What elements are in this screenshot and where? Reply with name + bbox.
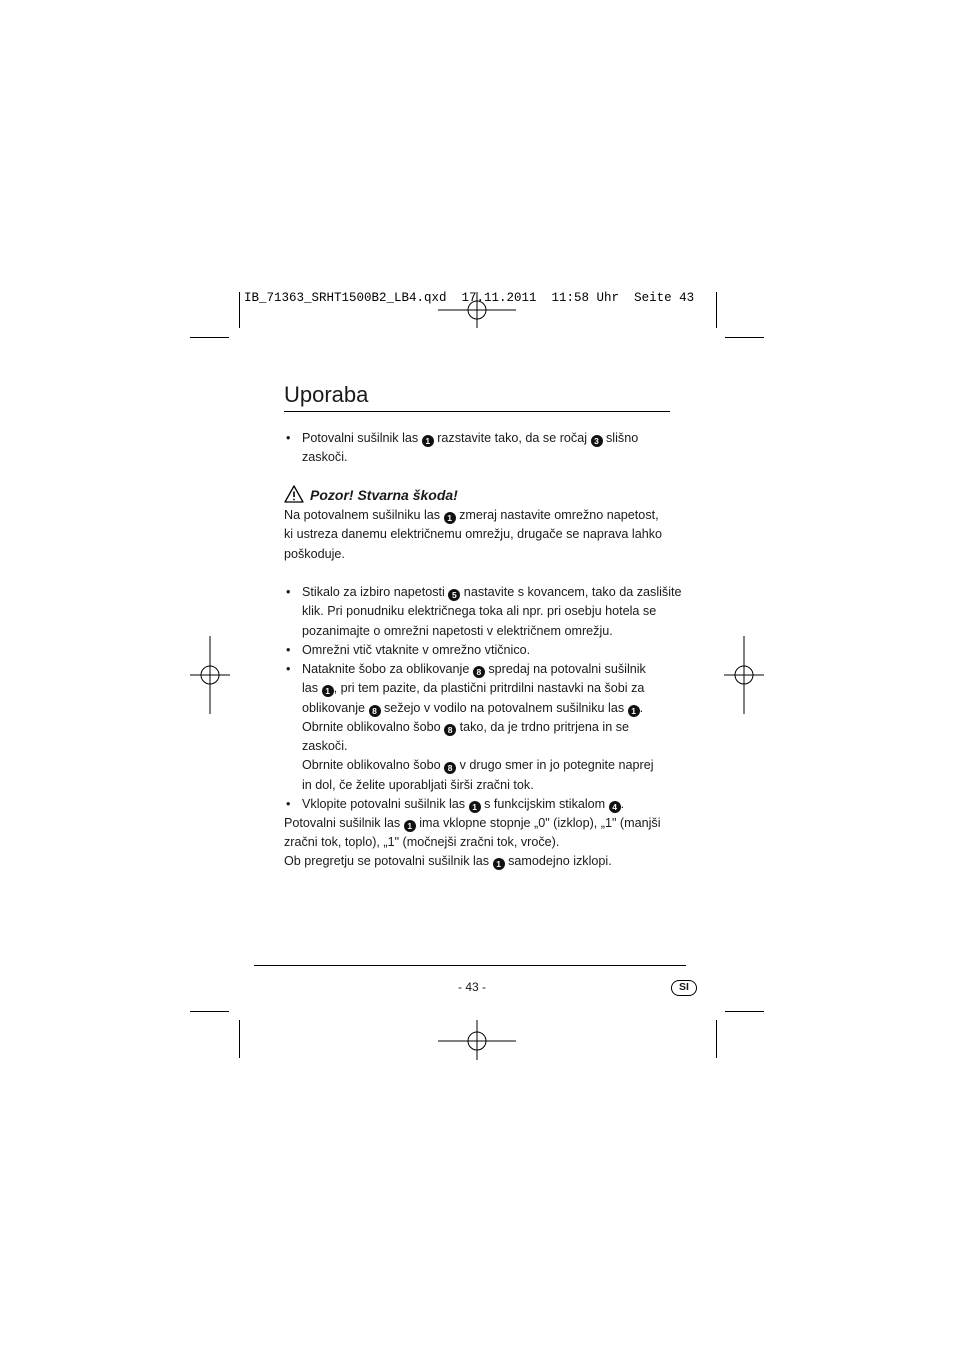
text-segment: ki ustreza danemu električnemu omrežju, drugače se naprava lahko (284, 527, 663, 541)
crop-mark (190, 1011, 229, 1012)
text-segment: tako, da je trdno pritrjena in se (456, 720, 630, 734)
text-segment: nastavite s kovancem, tako da zaslišite (460, 585, 682, 599)
text-segment: Omrežni vtič vtaknite v omrežno vtičnico. (302, 643, 531, 657)
warning-heading (284, 485, 458, 503)
warning-triangle-icon (284, 485, 304, 503)
warning-title: Pozor! Stvarna škoda! (310, 487, 458, 503)
crop-mark (239, 292, 240, 328)
page-title: Uporaba (284, 382, 369, 407)
text-line (302, 584, 682, 601)
reference-number-badge: 1 (469, 801, 481, 813)
text-segment: Obrnite oblikovalno šobo (302, 720, 445, 734)
bullet-marker: • (286, 431, 291, 445)
text-segment: in dol, če želite uporabljati širši zračni tok. (302, 778, 534, 792)
text-line (284, 815, 661, 832)
reference-number-badge: 3 (591, 435, 603, 447)
registration-mark-left (190, 636, 230, 714)
crop-mark (725, 1011, 764, 1012)
text-segment: Ob pregretju se potovalni sušilnik las (284, 854, 493, 868)
text-segment: oblikovanje (302, 701, 369, 715)
text-segment: sežejo v vodilo na potovalnem sušilniku las (380, 701, 628, 715)
text-line (284, 546, 345, 562)
text-line (302, 680, 644, 697)
reference-number-badge: 8 (473, 666, 485, 678)
text-line (302, 796, 624, 813)
reference-number-badge: 1 (493, 858, 505, 870)
text-segment: Vklopite potovalni sušilnik las (302, 797, 469, 811)
text-segment: . (639, 701, 644, 715)
text-line (284, 526, 662, 542)
text-segment: Na potovalnem sušilniku las (284, 508, 444, 522)
text-line (302, 738, 348, 754)
bullet-marker: • (286, 585, 291, 599)
text-line (302, 777, 534, 793)
text-segment: zaskoči. (302, 450, 348, 464)
text-segment: Nataknite šobo za oblikovanje (302, 662, 473, 676)
bullet-marker: • (286, 643, 291, 657)
text-segment: Potovalni sušilnik las (302, 431, 422, 445)
crop-mark (239, 1020, 240, 1058)
text-segment: zmeraj nastavite omrežno napetost, (455, 508, 659, 522)
text-segment: . (620, 797, 625, 811)
text-line (302, 623, 613, 639)
text-segment: spredaj na potovalni sušilnik (484, 662, 646, 676)
reference-number-badge: 1 (628, 705, 640, 717)
text-segment: zaskoči. (302, 739, 348, 753)
language-badge: SI (671, 980, 697, 996)
reference-number-badge: 4 (609, 801, 621, 813)
text-segment: s funkcijskim stikalom (480, 797, 609, 811)
text-segment: razstavite tako, da se ročaj (433, 431, 591, 445)
bullet-marker: • (286, 662, 291, 676)
text-line (302, 603, 656, 619)
text-segment: v drugo smer in jo potegnite naprej (456, 758, 654, 772)
text-line (284, 853, 612, 870)
text-segment: poškoduje. (284, 547, 345, 561)
reference-number-badge: 8 (369, 705, 381, 717)
text-segment: Potovalni sušilnik las (284, 816, 404, 830)
page-number: - 43 - (458, 980, 487, 994)
text-line (302, 700, 643, 717)
crop-mark (716, 1020, 717, 1058)
text-segment: zračni tok, toplo), „1" (močnejši zračni tok, vroče). (284, 835, 560, 849)
reference-number-badge: 5 (448, 589, 460, 601)
registration-mark-bottom (438, 1020, 516, 1060)
text-line (302, 757, 654, 774)
print-header: IB_71363_SRHT1500B2_LB4.qxd 17.11.2011 11:58 Uhr Seite 43 (244, 291, 695, 305)
reference-number-badge: 1 (444, 512, 456, 524)
text-segment: slišno (602, 431, 639, 445)
crop-mark (725, 337, 764, 338)
text-line (302, 642, 530, 658)
reference-number-badge: 8 (444, 762, 456, 774)
text-line (302, 661, 646, 678)
text-line (284, 507, 659, 524)
text-segment: , pri tem pazite, da plastični pritrdilni nastavki na šobi za (333, 681, 645, 695)
reference-number-badge: 1 (404, 820, 416, 832)
crop-mark (716, 292, 717, 328)
footer-rule (254, 965, 686, 966)
text-segment: Stikalo za izbiro napetosti (302, 585, 449, 599)
text-line (302, 719, 629, 736)
text-line (302, 449, 348, 465)
title-underline (284, 411, 670, 412)
text-segment: las (302, 681, 322, 695)
crop-mark (190, 337, 229, 338)
text-segment: Obrnite oblikovalno šobo (302, 758, 445, 772)
text-segment: pozanimajte o omrežni napetosti v električnem omrežju. (302, 624, 613, 638)
text-segment: klik. Pri ponudniku električnega toka ali npr. pri osebju hotela se (302, 604, 657, 618)
reference-number-badge: 1 (422, 435, 434, 447)
reference-number-badge: 1 (322, 685, 334, 697)
text-segment: samodejno izklopi. (504, 854, 612, 868)
bullet-marker: • (286, 797, 291, 811)
text-segment: ima vklopne stopnje „0" (izklop), „1" (manjši (415, 816, 661, 830)
text-line (302, 430, 638, 447)
text-line (284, 834, 559, 850)
registration-mark-right (724, 636, 764, 714)
reference-number-badge: 8 (444, 724, 456, 736)
